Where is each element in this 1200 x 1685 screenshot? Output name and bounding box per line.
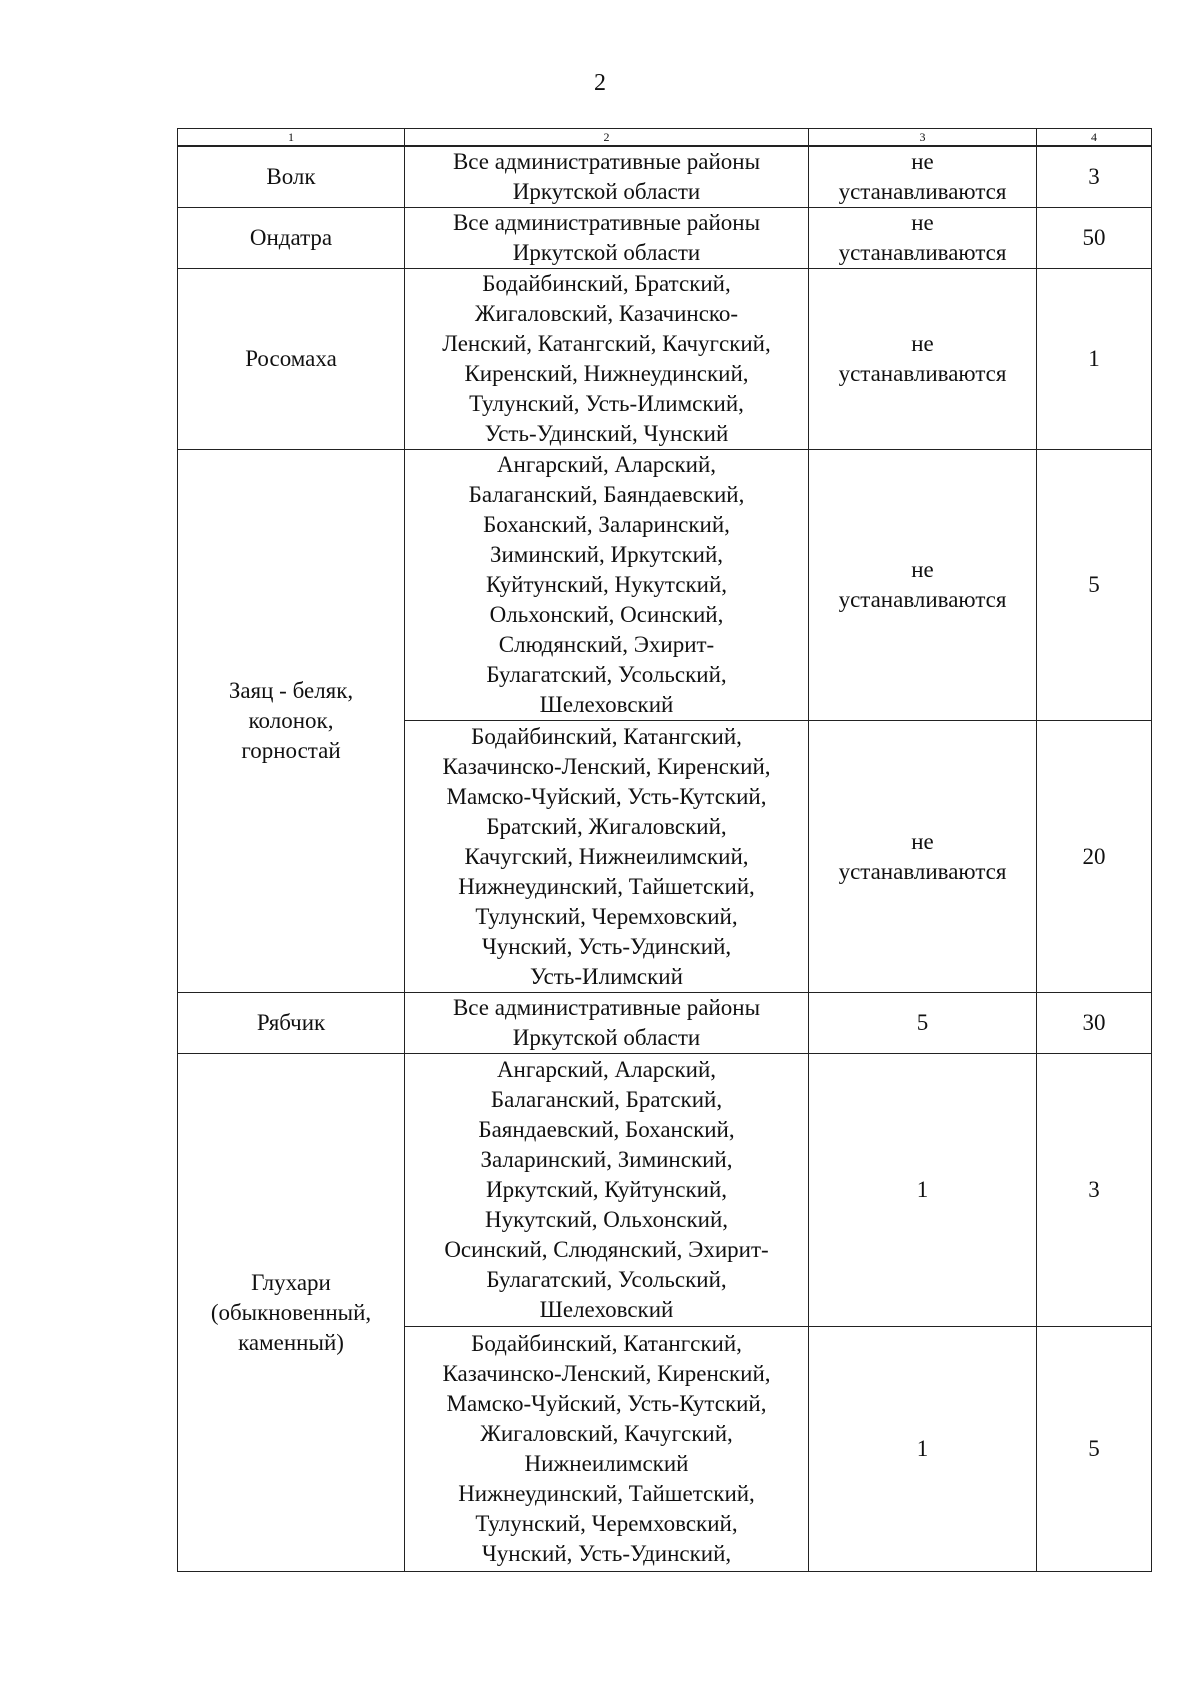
norm-cell: не устанавливаются xyxy=(809,146,1037,208)
norm-cell: 1 xyxy=(809,1327,1037,1572)
norm-cell: 1 xyxy=(809,1054,1037,1327)
limit-cell: 5 xyxy=(1037,450,1152,721)
table-row xyxy=(178,208,1152,269)
column-number: 2 xyxy=(405,129,809,147)
species-cell: Заяц - беляк, колонок, горностай xyxy=(178,450,405,993)
hunting-norms-table xyxy=(177,128,1152,1572)
limit-cell: 20 xyxy=(1037,721,1152,993)
areas-cell: Бодайбинский, Катангский, Казачинско-Ленский, Киренский, Мамско-Чуйский, Усть-Кутский, Жигаловский, Качугский, Нижнеилимский Нижнеудинский, Тайшетский, Тулунский, Черемховский, Чунский, Усть-Удинский, xyxy=(405,1327,809,1572)
areas-cell: Бодайбинский, Братский, Жигаловский, Казачинско- Ленский, Катангский, Качугский, Киренский, Нижнеудинский, Тулунский, Усть-Илимский, Усть-Удинский, Чунский xyxy=(405,269,809,450)
table-row xyxy=(178,1054,1152,1327)
areas-cell: Все административные районы Иркутской области xyxy=(405,993,809,1054)
table-row xyxy=(178,993,1152,1054)
column-number: 1 xyxy=(178,129,405,147)
limit-cell: 3 xyxy=(1037,1054,1152,1327)
norm-cell: не устанавливаются xyxy=(809,208,1037,269)
species-cell: Росомаха xyxy=(178,269,405,450)
areas-cell: Все административные районы Иркутской области xyxy=(405,146,809,208)
column-number: 4 xyxy=(1037,129,1152,147)
areas-cell: Ангарский, Аларский, Балаганский, Баяндаевский, Боханский, Заларинский, Зиминский, Иркутский, Куйтунский, Нукутский, Ольхонский, Осинский, Слюдянский, Эхирит- Булагатский, Усольский, Шелеховский xyxy=(405,450,809,721)
page-number: 2 xyxy=(594,70,606,96)
limit-cell: 50 xyxy=(1037,208,1152,269)
table-row xyxy=(178,146,1152,208)
limit-cell: 1 xyxy=(1037,269,1152,450)
limit-cell: 3 xyxy=(1037,146,1152,208)
limit-cell: 5 xyxy=(1037,1327,1152,1572)
species-cell: Рябчик xyxy=(178,993,405,1054)
species-cell: Волк xyxy=(178,146,405,208)
norm-cell: 5 xyxy=(809,993,1037,1054)
column-number-row xyxy=(178,129,1152,147)
areas-cell: Ангарский, Аларский, Балаганский, Братский, Баяндаевский, Боханский, Заларинский, Зиминский, Иркутский, Куйтунский, Нукутский, Ольхонский, Осинский, Слюдянский, Эхирит- Булагатский, Усольский, Шелеховский xyxy=(405,1054,809,1327)
limit-cell: 30 xyxy=(1037,993,1152,1054)
table-row xyxy=(178,450,1152,721)
norm-cell: не устанавливаются xyxy=(809,721,1037,993)
table-row xyxy=(178,269,1152,450)
species-cell: Ондатра xyxy=(178,208,405,269)
column-number: 3 xyxy=(809,129,1037,147)
species-cell: Глухари (обыкновенный, каменный) xyxy=(178,1054,405,1572)
norm-cell: не устанавливаются xyxy=(809,450,1037,721)
areas-cell: Все административные районы Иркутской области xyxy=(405,208,809,269)
norm-cell: не устанавливаются xyxy=(809,269,1037,450)
areas-cell: Бодайбинский, Катангский, Казачинско-Ленский, Киренский, Мамско-Чуйский, Усть-Кутский, Братский, Жигаловский, Качугский, Нижнеилимский, Нижнеудинский, Тайшетский, Тулунский, Черемховский, Чунский, Усть-Удинский, Усть-Илимский xyxy=(405,721,809,993)
